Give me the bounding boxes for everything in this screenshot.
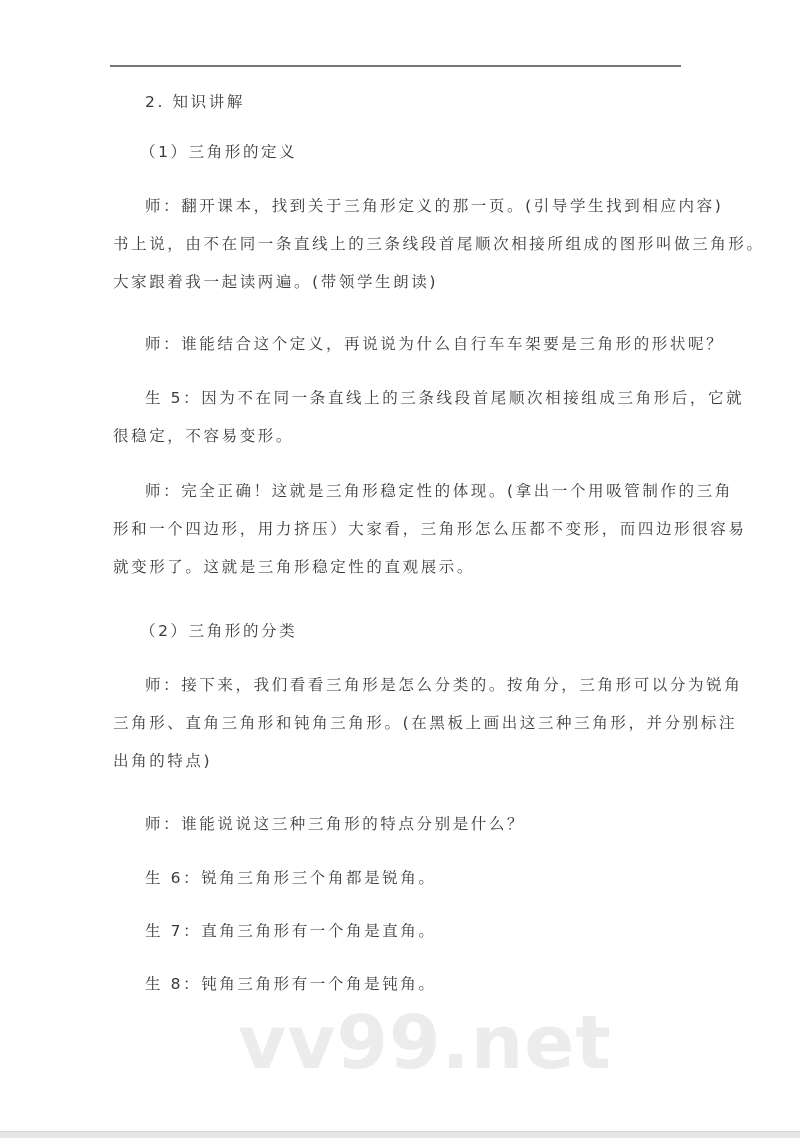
paragraph-line: 生 5：因为不在同一条直线上的三条线段首尾顺次相接组成三角形后，它就 bbox=[145, 389, 745, 407]
paragraph-line: 师：接下来，我们看看三角形是怎么分类的。按角分，三角形可以分为锐角 bbox=[145, 676, 743, 694]
paragraph-line: 出角的特点) bbox=[113, 752, 213, 770]
paragraph-line: 大家跟着我一起读两遍。(带领学生朗读) bbox=[113, 273, 438, 291]
paragraph-line: 师：完全正确！这就是三角形稳定性的体现。(拿出一个用吸管制作的三角 bbox=[145, 482, 733, 500]
paragraph-line: 师：谁能结合这个定义，再说说为什么自行车车架要是三角形的形状呢？ bbox=[145, 335, 725, 353]
paragraph-line: 很稳定，不容易变形。 bbox=[113, 427, 295, 445]
subsection-title: （2）三角形的分类 bbox=[140, 622, 298, 640]
paragraph-line: 师：谁能说说这三种三角形的特点分别是什么？ bbox=[145, 815, 526, 833]
paragraph-line: 形和一个四边形，用力挤压）大家看，三角形怎么压都不变形，而四边形很容易 bbox=[113, 520, 747, 538]
paragraph-line: 师：翻开课本，找到关于三角形定义的那一页。(引导学生找到相应内容) bbox=[145, 197, 724, 215]
subsection-title: （1）三角形的定义 bbox=[140, 143, 298, 161]
paragraph-line: 书上说，由不在同一条直线上的三条线段首尾顺次相接所组成的图形叫做三角形。 bbox=[113, 235, 765, 253]
paragraph-line: 就变形了。这就是三角形稳定性的直观展示。 bbox=[113, 558, 476, 576]
paragraph-line: 三角形、直角三角形和钝角三角形。(在黑板上画出这三种三角形，并分别标注 bbox=[113, 714, 738, 732]
paragraph-line: 生 6：锐角三角形三个角都是锐角。 bbox=[145, 869, 437, 887]
section-title: 2. 知识讲解 bbox=[145, 93, 245, 111]
watermark: vv99.net bbox=[238, 1000, 612, 1086]
paragraph-line: 生 8：钝角三角形有一个角是钝角。 bbox=[145, 975, 437, 993]
paragraph-line: 生 7：直角三角形有一个角是直角。 bbox=[145, 922, 437, 940]
header-rule bbox=[110, 65, 681, 67]
